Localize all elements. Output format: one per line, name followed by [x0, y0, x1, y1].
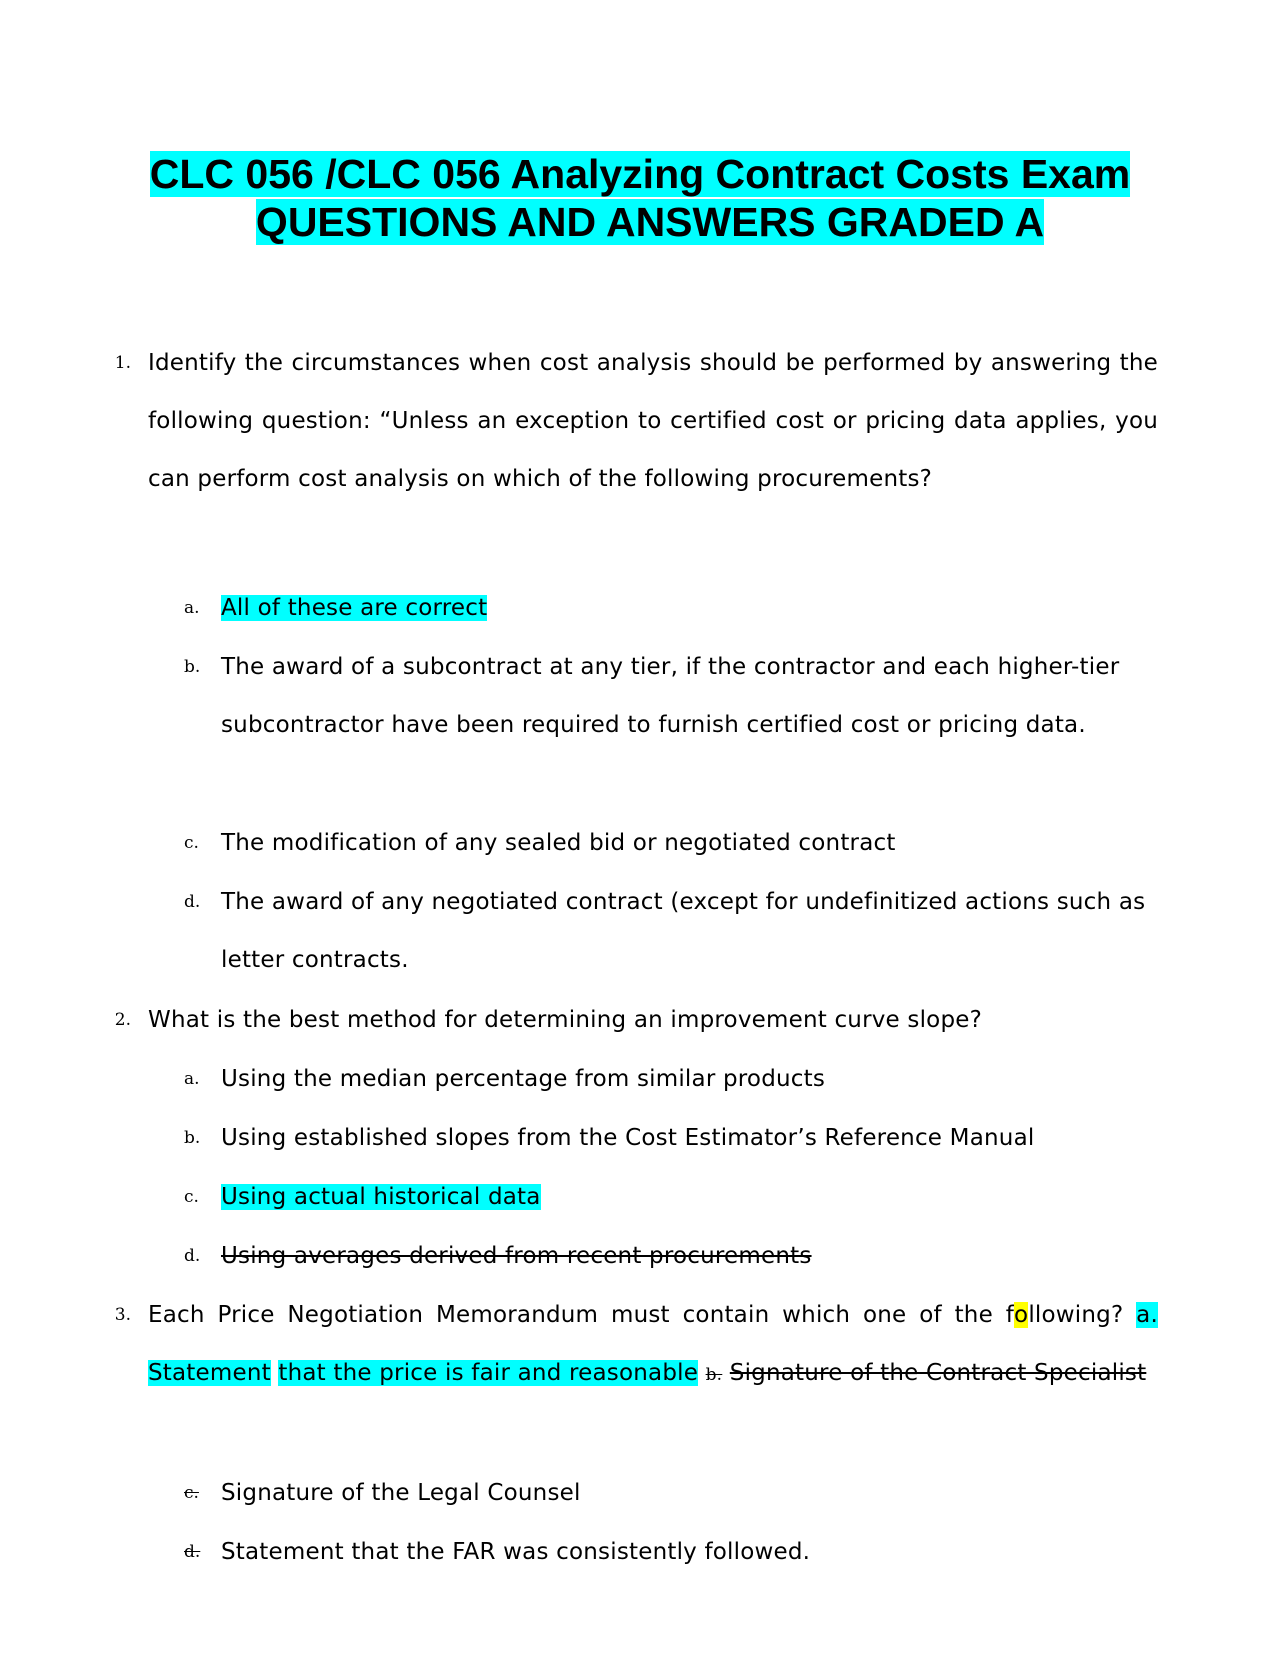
- question-2-number: 2.: [114, 1010, 131, 1030]
- question-1-option-b-letter: b.: [184, 657, 201, 677]
- question-3-number: 3.: [114, 1305, 131, 1325]
- document-title: [0, 150, 1280, 246]
- question-3-option-b: Signature of the Contract Specialist: [729, 1360, 1147, 1386]
- question-1-option-c: The modification of any sealed bid or negotiated contract: [221, 830, 896, 856]
- question-1-text: Identify the circumstances when cost analysis should be performed by answering the following question: “Unless an exception to certified cost or pricing data applies, you can perform cost analysis on which of the following procurements?: [148, 350, 1158, 492]
- question-2-option-a: Using the median percentage from similar products: [221, 1066, 826, 1092]
- question-1-option-b: The award of a subcontract at any tier, if the contractor and each higher-tier subcontractor have been required to furnish certified cost or pricing data.: [221, 654, 1120, 738]
- question-2-option-b: Using established slopes from the Cost Estimator’s Reference Manual: [221, 1125, 1035, 1151]
- question-3-option-d-letter: d.: [184, 1542, 201, 1562]
- question-3-text-end: llowing?: [1028, 1302, 1137, 1328]
- question-1-option-d: The award of any negotiated contract (except for undefinitized actions such as letter contracts.: [221, 889, 1146, 973]
- question-1-number: 1.: [114, 353, 131, 373]
- question-3-option-a-word: Statement: [148, 1360, 271, 1386]
- question-1-option-d-letter: d.: [184, 892, 201, 912]
- question-3-text-start: Each Price Negotiation Memorandum must contain which one of the f: [148, 1302, 1015, 1328]
- question-2-option-b-letter: b.: [184, 1128, 201, 1148]
- title-line-1: CLC 056 /CLC 056 Analyzing Contract Costs Exam: [149, 151, 1131, 197]
- question-3-option-a-letter: a.: [1136, 1302, 1158, 1328]
- question-2-text: What is the best method for determining an improvement curve slope?: [148, 1007, 983, 1033]
- question-1-option-a-letter: a.: [184, 598, 200, 618]
- question-3-option-b-letter: b.: [705, 1365, 723, 1385]
- question-2-option-c: [221, 1168, 1158, 1226]
- question-3-text: [148, 1286, 1158, 1404]
- correct-answer-highlight: Using actual historical data: [221, 1184, 541, 1210]
- question-1-option-a: [221, 579, 1158, 637]
- question-2-option-c-letter: c.: [184, 1187, 199, 1207]
- cursor-highlight: o: [1014, 1302, 1029, 1328]
- question-2-option-a-letter: a.: [184, 1069, 200, 1089]
- correct-answer-highlight: All of these are correct: [221, 595, 488, 621]
- question-3-option-d: Statement that the FAR was consistently followed.: [221, 1539, 811, 1565]
- question-3-option-c: Signature of the Legal Counsel: [221, 1480, 581, 1506]
- question-3-option-a-rest: that the price is fair and reasonable: [278, 1360, 699, 1386]
- question-2-option-d: [221, 1227, 1158, 1285]
- struck-option-text: Using averages derived from recent procurements: [221, 1243, 812, 1269]
- question-1-option-c-letter: c.: [184, 833, 199, 853]
- title-line-2: QUESTIONS AND ANSWERS GRADED A: [255, 199, 1045, 245]
- question-2-option-d-letter: d.: [184, 1246, 201, 1266]
- question-3-option-c-letter: c.: [184, 1483, 199, 1503]
